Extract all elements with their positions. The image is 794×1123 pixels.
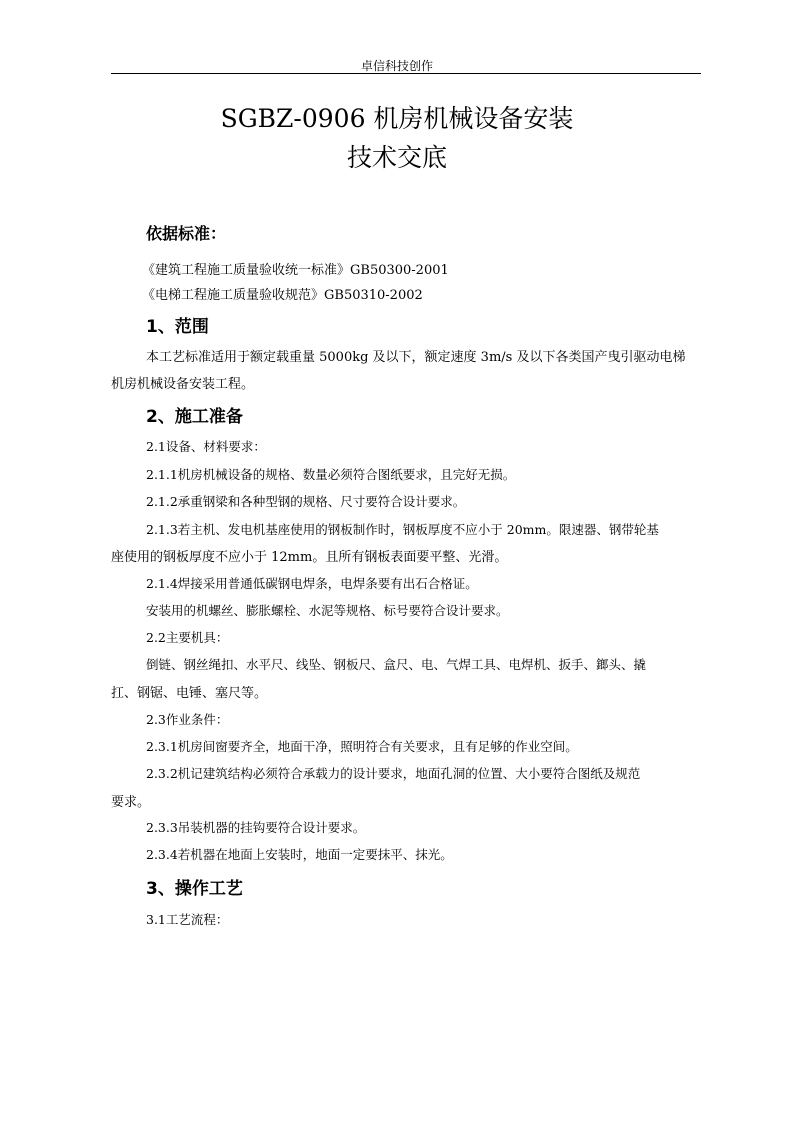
page-header: 卓信科技创作 [360, 59, 433, 73]
item-2-3-2-line2: 要求。 [111, 795, 151, 810]
item-3-1: 3.1工艺流程： [146, 912, 229, 927]
item-2-3-4: 2.3.4若机器在地面上安装时，地面一定要抹平、抹光。 [146, 847, 453, 862]
item-2-3-1: 2.3.1机房间窗要齐全，地面干净，照明符合有关要求，且有足够的作业空间。 [146, 739, 578, 754]
document-title-line2: 技术交底 [346, 143, 447, 172]
item-2-2: 2.2主要机具： [146, 630, 229, 645]
item-2-3: 2.3作业条件： [146, 712, 229, 727]
standard-2: 《电梯工程施工质量验收规范》GB50310-2002 [142, 288, 423, 303]
header-divider [111, 73, 701, 74]
section-3-heading: 3、操作工艺 [146, 879, 243, 899]
section-2-heading: 2、施工准备 [146, 407, 243, 427]
item-2-1-3-line2: 座使用的钢板厚度不应小于 12mm。且所有钢板表面要平整、光滑。 [111, 550, 508, 565]
item-2-2-line2: 扛、钢锯、电锤、塞尺等。 [111, 686, 268, 701]
standard-1: 《建筑工程施工质量验收统一标准》GB50300-2001 [142, 263, 449, 278]
item-2-1-3-line1: 2.1.3若主机、发电机基座使用的钢板制作时，钢板厚度不应小于 20mm。限速器、钢带轮基 [146, 522, 659, 537]
basis-heading: 依据标准： [146, 224, 227, 243]
document-title-line1: SGBZ-0906 机房机械设备安装 [220, 104, 574, 133]
item-2-1: 2.1设备、材料要求： [146, 439, 266, 454]
scope-paragraph-line2: 机房机械设备安装工程。 [111, 377, 255, 392]
item-2-2-line1: 倒链、钢丝绳扣、水平尺、线坠、钢板尺、盒尺、电、气焊工具、电焊机、扳手、鎯头、撬 [146, 657, 647, 672]
item-2-1-4: 2.1.4焊接采用普通低碳钢电焊条，电焊条要有出石合格证。 [146, 576, 478, 591]
item-2-1-2: 2.1.2承重钢梁和各种型钢的规格、尺寸要符合设计要求。 [146, 494, 466, 509]
item-2-3-3: 2.3.3吊装机器的挂钩要符合设计要求。 [146, 820, 366, 835]
item-2-1-1: 2.1.1机房机械设备的规格、数量必须符合图纸要求，且完好无损。 [146, 467, 516, 482]
section-1-heading: 1、范围 [146, 317, 209, 337]
item-2-3-2-line1: 2.3.2机记建筑结构必须符合承载力的设计要求，地面孔洞的位置、大小要符合图纸及规范 [146, 766, 641, 781]
item-2-1-5: 安装用的机螺丝、膨胀螺栓、水泥等规格、标号要符合设计要求。 [146, 603, 509, 618]
scope-paragraph-line1: 本工艺标准适用于额定载重量 5000kg 及以下，额定速度 3m/s 及以下各类国产曳引驱动电梯 [146, 350, 686, 365]
